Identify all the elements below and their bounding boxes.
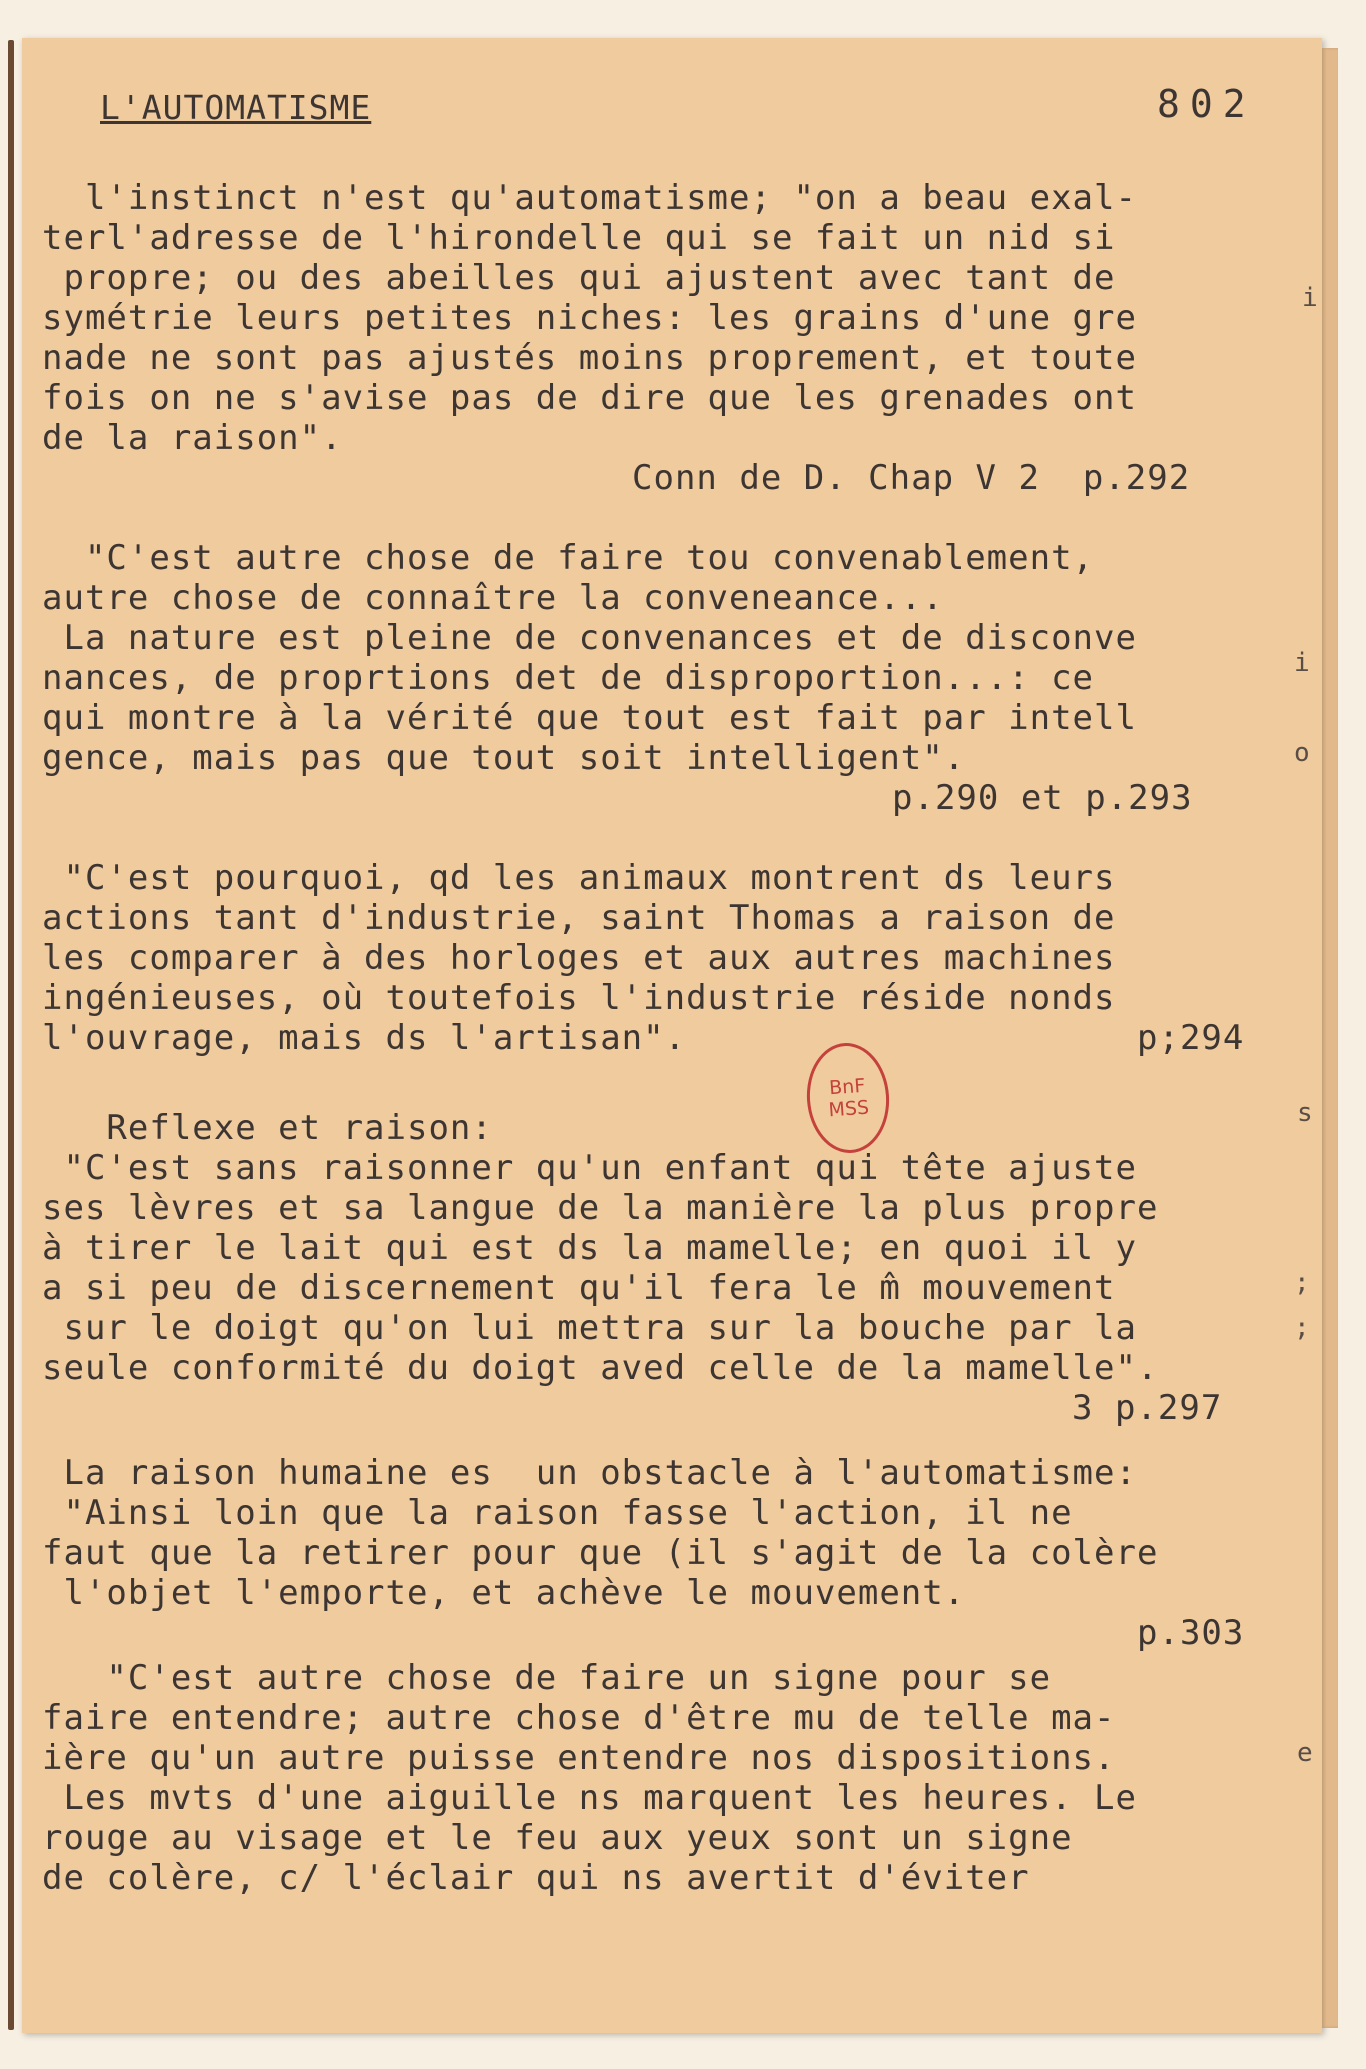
- stamp-line: MSS: [827, 1096, 870, 1122]
- paragraph-line: "C'est autre chose de faire tou convenablement,: [42, 538, 1095, 578]
- citation-reference: Conn de D. Chap V 2 p.292: [632, 458, 1191, 498]
- paragraph-line: nances, de proprtions det de disproportion...: ce: [42, 658, 1095, 698]
- paragraph-line: ière qu'un autre puisse entendre nos dispositions.: [42, 1738, 1116, 1778]
- citation-reference: 3 p.297: [1072, 1388, 1223, 1428]
- margin-mark: e: [1297, 1738, 1313, 1768]
- paragraph-line: qui montre à la vérité que tout est fait par intell: [42, 698, 1137, 738]
- paragraph-line: propre; ou des abeilles qui ajustent avec tant de: [42, 258, 1116, 298]
- citation-reference: p;294: [1137, 1018, 1245, 1058]
- stamp-line: BnF: [828, 1074, 866, 1100]
- margin-mark: s: [1297, 1098, 1313, 1128]
- paragraph-line: "C'est autre chose de faire un signe pour se: [42, 1658, 1052, 1698]
- margin-mark: o: [1294, 738, 1310, 768]
- paragraph-line: Les mvts d'une aiguille ns marquent les heures. Le: [42, 1778, 1137, 1818]
- paragraph-line: à tirer le lait qui est ds la mamelle; en quoi il y: [42, 1228, 1137, 1268]
- paragraph-line: "C'est pourquoi, qd les animaux montrent ds leurs: [42, 858, 1116, 898]
- paragraph-line: "Ainsi loin que la raison fasse l'action, il ne: [42, 1493, 1073, 1533]
- typed-sheet: [22, 38, 1322, 2033]
- citation-reference: p.290 et p.293: [892, 778, 1193, 818]
- margin-mark: ;: [1294, 1313, 1310, 1343]
- paragraph-line: autre chose de connaître la conveneance...: [42, 578, 944, 618]
- paragraph-line: a si peu de discernement qu'il fera le m̂ mouvement: [42, 1268, 1116, 1308]
- citation-reference: p.303: [1137, 1613, 1245, 1653]
- paragraph-line: La raison humaine es un obstacle à l'automatisme:: [42, 1453, 1137, 1493]
- paragraph-line: ses lèvres et sa langue de la manière la plus propre: [42, 1188, 1159, 1228]
- paragraph-line: Reflexe et raison:: [42, 1108, 493, 1148]
- paragraph-line: de colère, c/ l'éclair qui ns avertit d'éviter: [42, 1858, 1030, 1898]
- paragraph-line: faut que la retirer pour que (il s'agit de la colère: [42, 1533, 1159, 1573]
- page-stack-edge: [1322, 48, 1338, 2028]
- margin-mark: i: [1302, 283, 1318, 313]
- paragraph-line: ingénieuses, où toutefois l'industrie réside nonds: [42, 978, 1116, 1018]
- paragraph-line: nade ne sont pas ajustés moins proprement, et toute: [42, 338, 1137, 378]
- paragraph-line: de la raison".: [42, 418, 343, 458]
- paragraph-line: La nature est pleine de convenances et de disconve: [42, 618, 1137, 658]
- paragraph-line: rouge au visage et le feu aux yeux sont un signe: [42, 1818, 1073, 1858]
- paragraph-line: symétrie leurs petites niches: les grains d'une gre: [42, 298, 1137, 338]
- paragraph-line: terl'adresse de l'hirondelle qui se fait un nid si: [42, 218, 1116, 258]
- margin-mark: ;: [1294, 1268, 1310, 1298]
- paragraph-line: l'objet l'emporte, et achève le mouvement.: [42, 1573, 966, 1613]
- paragraph-line: actions tant d'industrie, saint Thomas a raison de: [42, 898, 1116, 938]
- page-number: 802: [1157, 82, 1256, 126]
- paragraph-line: "C'est sans raisonner qu'un enfant qui tête ajuste: [42, 1148, 1137, 1188]
- paragraph-line: l'instinct n'est qu'automatisme; "on a beau exal-: [42, 178, 1137, 218]
- paragraph-line: seule conformité du doigt aved celle de la mamelle".: [42, 1348, 1159, 1388]
- paragraph-line: fois on ne s'avise pas de dire que les grenades ont: [42, 378, 1137, 418]
- binding-edge: [8, 40, 14, 2030]
- running-head: L'AUTOMATISME: [100, 88, 372, 127]
- paragraph-line: sur le doigt qu'on lui mettra sur la bouche par la: [42, 1308, 1137, 1348]
- paragraph-line: faire entendre; autre chose d'être mu de telle ma-: [42, 1698, 1116, 1738]
- paragraph-line: l'ouvrage, mais ds l'artisan".: [42, 1018, 687, 1058]
- paragraph-line: les comparer à des horloges et aux autres machines: [42, 938, 1116, 978]
- margin-mark: i: [1294, 648, 1310, 678]
- bnf-mss-stamp: [803, 1040, 892, 1155]
- paragraph-line: gence, mais pas que tout soit intelligent".: [42, 738, 966, 778]
